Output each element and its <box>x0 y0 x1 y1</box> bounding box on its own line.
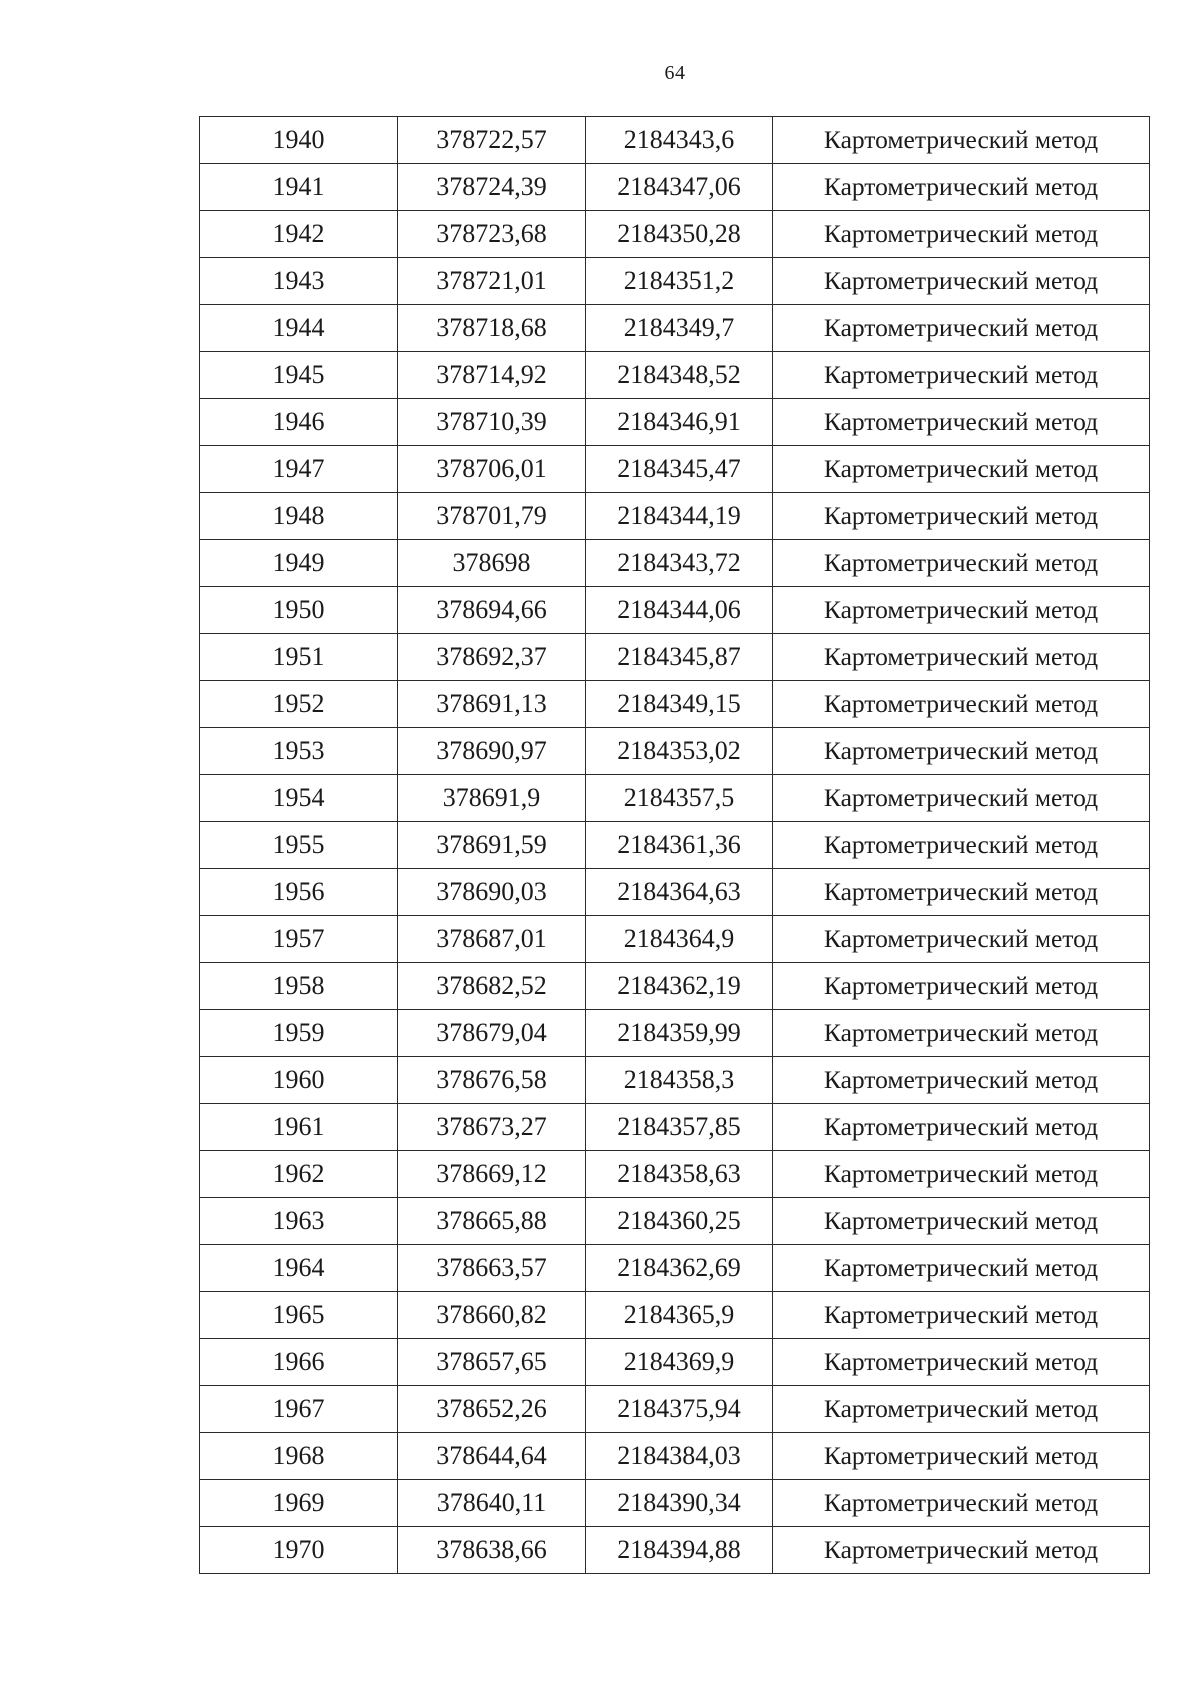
table-row <box>200 728 1150 775</box>
point-number-cell: 1955 <box>200 822 398 869</box>
x-coordinate-cell: 378710,39 <box>398 399 586 446</box>
table-row <box>200 258 1150 305</box>
point-number-cell: 1966 <box>200 1339 398 1386</box>
point-number-cell: 1967 <box>200 1386 398 1433</box>
point-number-cell: 1949 <box>200 540 398 587</box>
y-coordinate-cell: 2184365,9 <box>586 1292 773 1339</box>
point-number-cell: 1950 <box>200 587 398 634</box>
table-row <box>200 1386 1150 1433</box>
y-coordinate-cell: 2184361,36 <box>586 822 773 869</box>
table-row <box>200 493 1150 540</box>
y-coordinate-cell: 2184358,63 <box>586 1151 773 1198</box>
point-number-cell: 1941 <box>200 164 398 211</box>
y-coordinate-cell: 2184344,06 <box>586 587 773 634</box>
method-cell: Картометрический метод <box>773 258 1150 305</box>
point-number-cell: 1960 <box>200 1057 398 1104</box>
table-row <box>200 305 1150 352</box>
x-coordinate-cell: 378723,68 <box>398 211 586 258</box>
x-coordinate-cell: 378657,65 <box>398 1339 586 1386</box>
y-coordinate-cell: 2184362,69 <box>586 1245 773 1292</box>
point-number-cell: 1946 <box>200 399 398 446</box>
method-cell: Картометрический метод <box>773 775 1150 822</box>
method-cell: Картометрический метод <box>773 1292 1150 1339</box>
method-cell: Картометрический метод <box>773 211 1150 258</box>
method-cell: Картометрический метод <box>773 1527 1150 1574</box>
y-coordinate-cell: 2184345,87 <box>586 634 773 681</box>
method-cell: Картометрический метод <box>773 1339 1150 1386</box>
x-coordinate-cell: 378660,82 <box>398 1292 586 1339</box>
y-coordinate-cell: 2184359,99 <box>586 1010 773 1057</box>
y-coordinate-cell: 2184350,28 <box>586 211 773 258</box>
y-coordinate-cell: 2184364,63 <box>586 869 773 916</box>
x-coordinate-cell: 378706,01 <box>398 446 586 493</box>
y-coordinate-cell: 2184349,7 <box>586 305 773 352</box>
method-cell: Картометрический метод <box>773 869 1150 916</box>
point-number-cell: 1963 <box>200 1198 398 1245</box>
point-number-cell: 1954 <box>200 775 398 822</box>
x-coordinate-cell: 378691,59 <box>398 822 586 869</box>
coordinates-table <box>199 116 1150 1574</box>
x-coordinate-cell: 378691,9 <box>398 775 586 822</box>
y-coordinate-cell: 2184346,91 <box>586 399 773 446</box>
point-number-cell: 1943 <box>200 258 398 305</box>
method-cell: Картометрический метод <box>773 1386 1150 1433</box>
method-cell: Картометрический метод <box>773 399 1150 446</box>
table-row <box>200 1198 1150 1245</box>
point-number-cell: 1952 <box>200 681 398 728</box>
method-cell: Картометрический метод <box>773 728 1150 775</box>
table-row <box>200 540 1150 587</box>
method-cell: Картометрический метод <box>773 1480 1150 1527</box>
table-row <box>200 1151 1150 1198</box>
method-cell: Картометрический метод <box>773 1245 1150 1292</box>
y-coordinate-cell: 2184357,5 <box>586 775 773 822</box>
point-number-cell: 1940 <box>200 117 398 164</box>
coordinates-table-body <box>200 117 1150 1574</box>
point-number-cell: 1947 <box>200 446 398 493</box>
point-number-cell: 1944 <box>200 305 398 352</box>
method-cell: Картометрический метод <box>773 822 1150 869</box>
x-coordinate-cell: 378663,57 <box>398 1245 586 1292</box>
table-row <box>200 1104 1150 1151</box>
point-number-cell: 1958 <box>200 963 398 1010</box>
y-coordinate-cell: 2184394,88 <box>586 1527 773 1574</box>
point-number-cell: 1962 <box>200 1151 398 1198</box>
point-number-cell: 1956 <box>200 869 398 916</box>
method-cell: Картометрический метод <box>773 587 1150 634</box>
point-number-cell: 1970 <box>200 1527 398 1574</box>
x-coordinate-cell: 378669,12 <box>398 1151 586 1198</box>
method-cell: Картометрический метод <box>773 1151 1150 1198</box>
table-row <box>200 775 1150 822</box>
x-coordinate-cell: 378652,26 <box>398 1386 586 1433</box>
x-coordinate-cell: 378673,27 <box>398 1104 586 1151</box>
y-coordinate-cell: 2184344,19 <box>586 493 773 540</box>
table-row <box>200 916 1150 963</box>
table-row <box>200 446 1150 493</box>
table-row <box>200 1245 1150 1292</box>
point-number-cell: 1945 <box>200 352 398 399</box>
x-coordinate-cell: 378718,68 <box>398 305 586 352</box>
y-coordinate-cell: 2184347,06 <box>586 164 773 211</box>
y-coordinate-cell: 2184369,9 <box>586 1339 773 1386</box>
x-coordinate-cell: 378691,13 <box>398 681 586 728</box>
table-row <box>200 869 1150 916</box>
method-cell: Картометрический метод <box>773 352 1150 399</box>
x-coordinate-cell: 378701,79 <box>398 493 586 540</box>
method-cell: Картометрический метод <box>773 1104 1150 1151</box>
table-row <box>200 1480 1150 1527</box>
x-coordinate-cell: 378665,88 <box>398 1198 586 1245</box>
method-cell: Картометрический метод <box>773 540 1150 587</box>
x-coordinate-cell: 378698 <box>398 540 586 587</box>
y-coordinate-cell: 2184348,52 <box>586 352 773 399</box>
y-coordinate-cell: 2184375,94 <box>586 1386 773 1433</box>
point-number-cell: 1961 <box>200 1104 398 1151</box>
x-coordinate-cell: 378682,52 <box>398 963 586 1010</box>
y-coordinate-cell: 2184343,6 <box>586 117 773 164</box>
table-row <box>200 1339 1150 1386</box>
x-coordinate-cell: 378687,01 <box>398 916 586 963</box>
table-row <box>200 1433 1150 1480</box>
point-number-cell: 1953 <box>200 728 398 775</box>
y-coordinate-cell: 2184364,9 <box>586 916 773 963</box>
method-cell: Картометрический метод <box>773 164 1150 211</box>
page-number: 64 <box>664 62 686 84</box>
point-number-cell: 1957 <box>200 916 398 963</box>
point-number-cell: 1968 <box>200 1433 398 1480</box>
table-row <box>200 681 1150 728</box>
table-row <box>200 1527 1150 1574</box>
y-coordinate-cell: 2184362,19 <box>586 963 773 1010</box>
point-number-cell: 1951 <box>200 634 398 681</box>
x-coordinate-cell: 378722,57 <box>398 117 586 164</box>
point-number-cell: 1942 <box>200 211 398 258</box>
x-coordinate-cell: 378690,03 <box>398 869 586 916</box>
table-row <box>200 117 1150 164</box>
x-coordinate-cell: 378644,64 <box>398 1433 586 1480</box>
point-number-cell: 1964 <box>200 1245 398 1292</box>
table-row <box>200 963 1150 1010</box>
point-number-cell: 1948 <box>200 493 398 540</box>
table-row <box>200 634 1150 681</box>
x-coordinate-cell: 378694,66 <box>398 587 586 634</box>
point-number-cell: 1959 <box>200 1010 398 1057</box>
method-cell: Картометрический метод <box>773 446 1150 493</box>
y-coordinate-cell: 2184358,3 <box>586 1057 773 1104</box>
method-cell: Картометрический метод <box>773 634 1150 681</box>
x-coordinate-cell: 378690,97 <box>398 728 586 775</box>
method-cell: Картометрический метод <box>773 1198 1150 1245</box>
table-row <box>200 822 1150 869</box>
x-coordinate-cell: 378638,66 <box>398 1527 586 1574</box>
point-number-cell: 1969 <box>200 1480 398 1527</box>
method-cell: Картометрический метод <box>773 916 1150 963</box>
table-row <box>200 164 1150 211</box>
table-row <box>200 211 1150 258</box>
table-row <box>200 399 1150 446</box>
table-row <box>200 587 1150 634</box>
y-coordinate-cell: 2184351,2 <box>586 258 773 305</box>
y-coordinate-cell: 2184349,15 <box>586 681 773 728</box>
y-coordinate-cell: 2184345,47 <box>586 446 773 493</box>
method-cell: Картометрический метод <box>773 493 1150 540</box>
method-cell: Картометрический метод <box>773 1057 1150 1104</box>
y-coordinate-cell: 2184357,85 <box>586 1104 773 1151</box>
x-coordinate-cell: 378679,04 <box>398 1010 586 1057</box>
x-coordinate-cell: 378714,92 <box>398 352 586 399</box>
table-row <box>200 1057 1150 1104</box>
x-coordinate-cell: 378692,37 <box>398 634 586 681</box>
method-cell: Картометрический метод <box>773 1010 1150 1057</box>
method-cell: Картометрический метод <box>773 117 1150 164</box>
x-coordinate-cell: 378721,01 <box>398 258 586 305</box>
point-number-cell: 1965 <box>200 1292 398 1339</box>
y-coordinate-cell: 2184360,25 <box>586 1198 773 1245</box>
table-row <box>200 352 1150 399</box>
table-row <box>200 1010 1150 1057</box>
method-cell: Картометрический метод <box>773 681 1150 728</box>
x-coordinate-cell: 378640,11 <box>398 1480 586 1527</box>
method-cell: Картометрический метод <box>773 305 1150 352</box>
y-coordinate-cell: 2184390,34 <box>586 1480 773 1527</box>
y-coordinate-cell: 2184343,72 <box>586 540 773 587</box>
x-coordinate-cell: 378676,58 <box>398 1057 586 1104</box>
method-cell: Картометрический метод <box>773 963 1150 1010</box>
table-row <box>200 1292 1150 1339</box>
x-coordinate-cell: 378724,39 <box>398 164 586 211</box>
method-cell: Картометрический метод <box>773 1433 1150 1480</box>
y-coordinate-cell: 2184384,03 <box>586 1433 773 1480</box>
y-coordinate-cell: 2184353,02 <box>586 728 773 775</box>
